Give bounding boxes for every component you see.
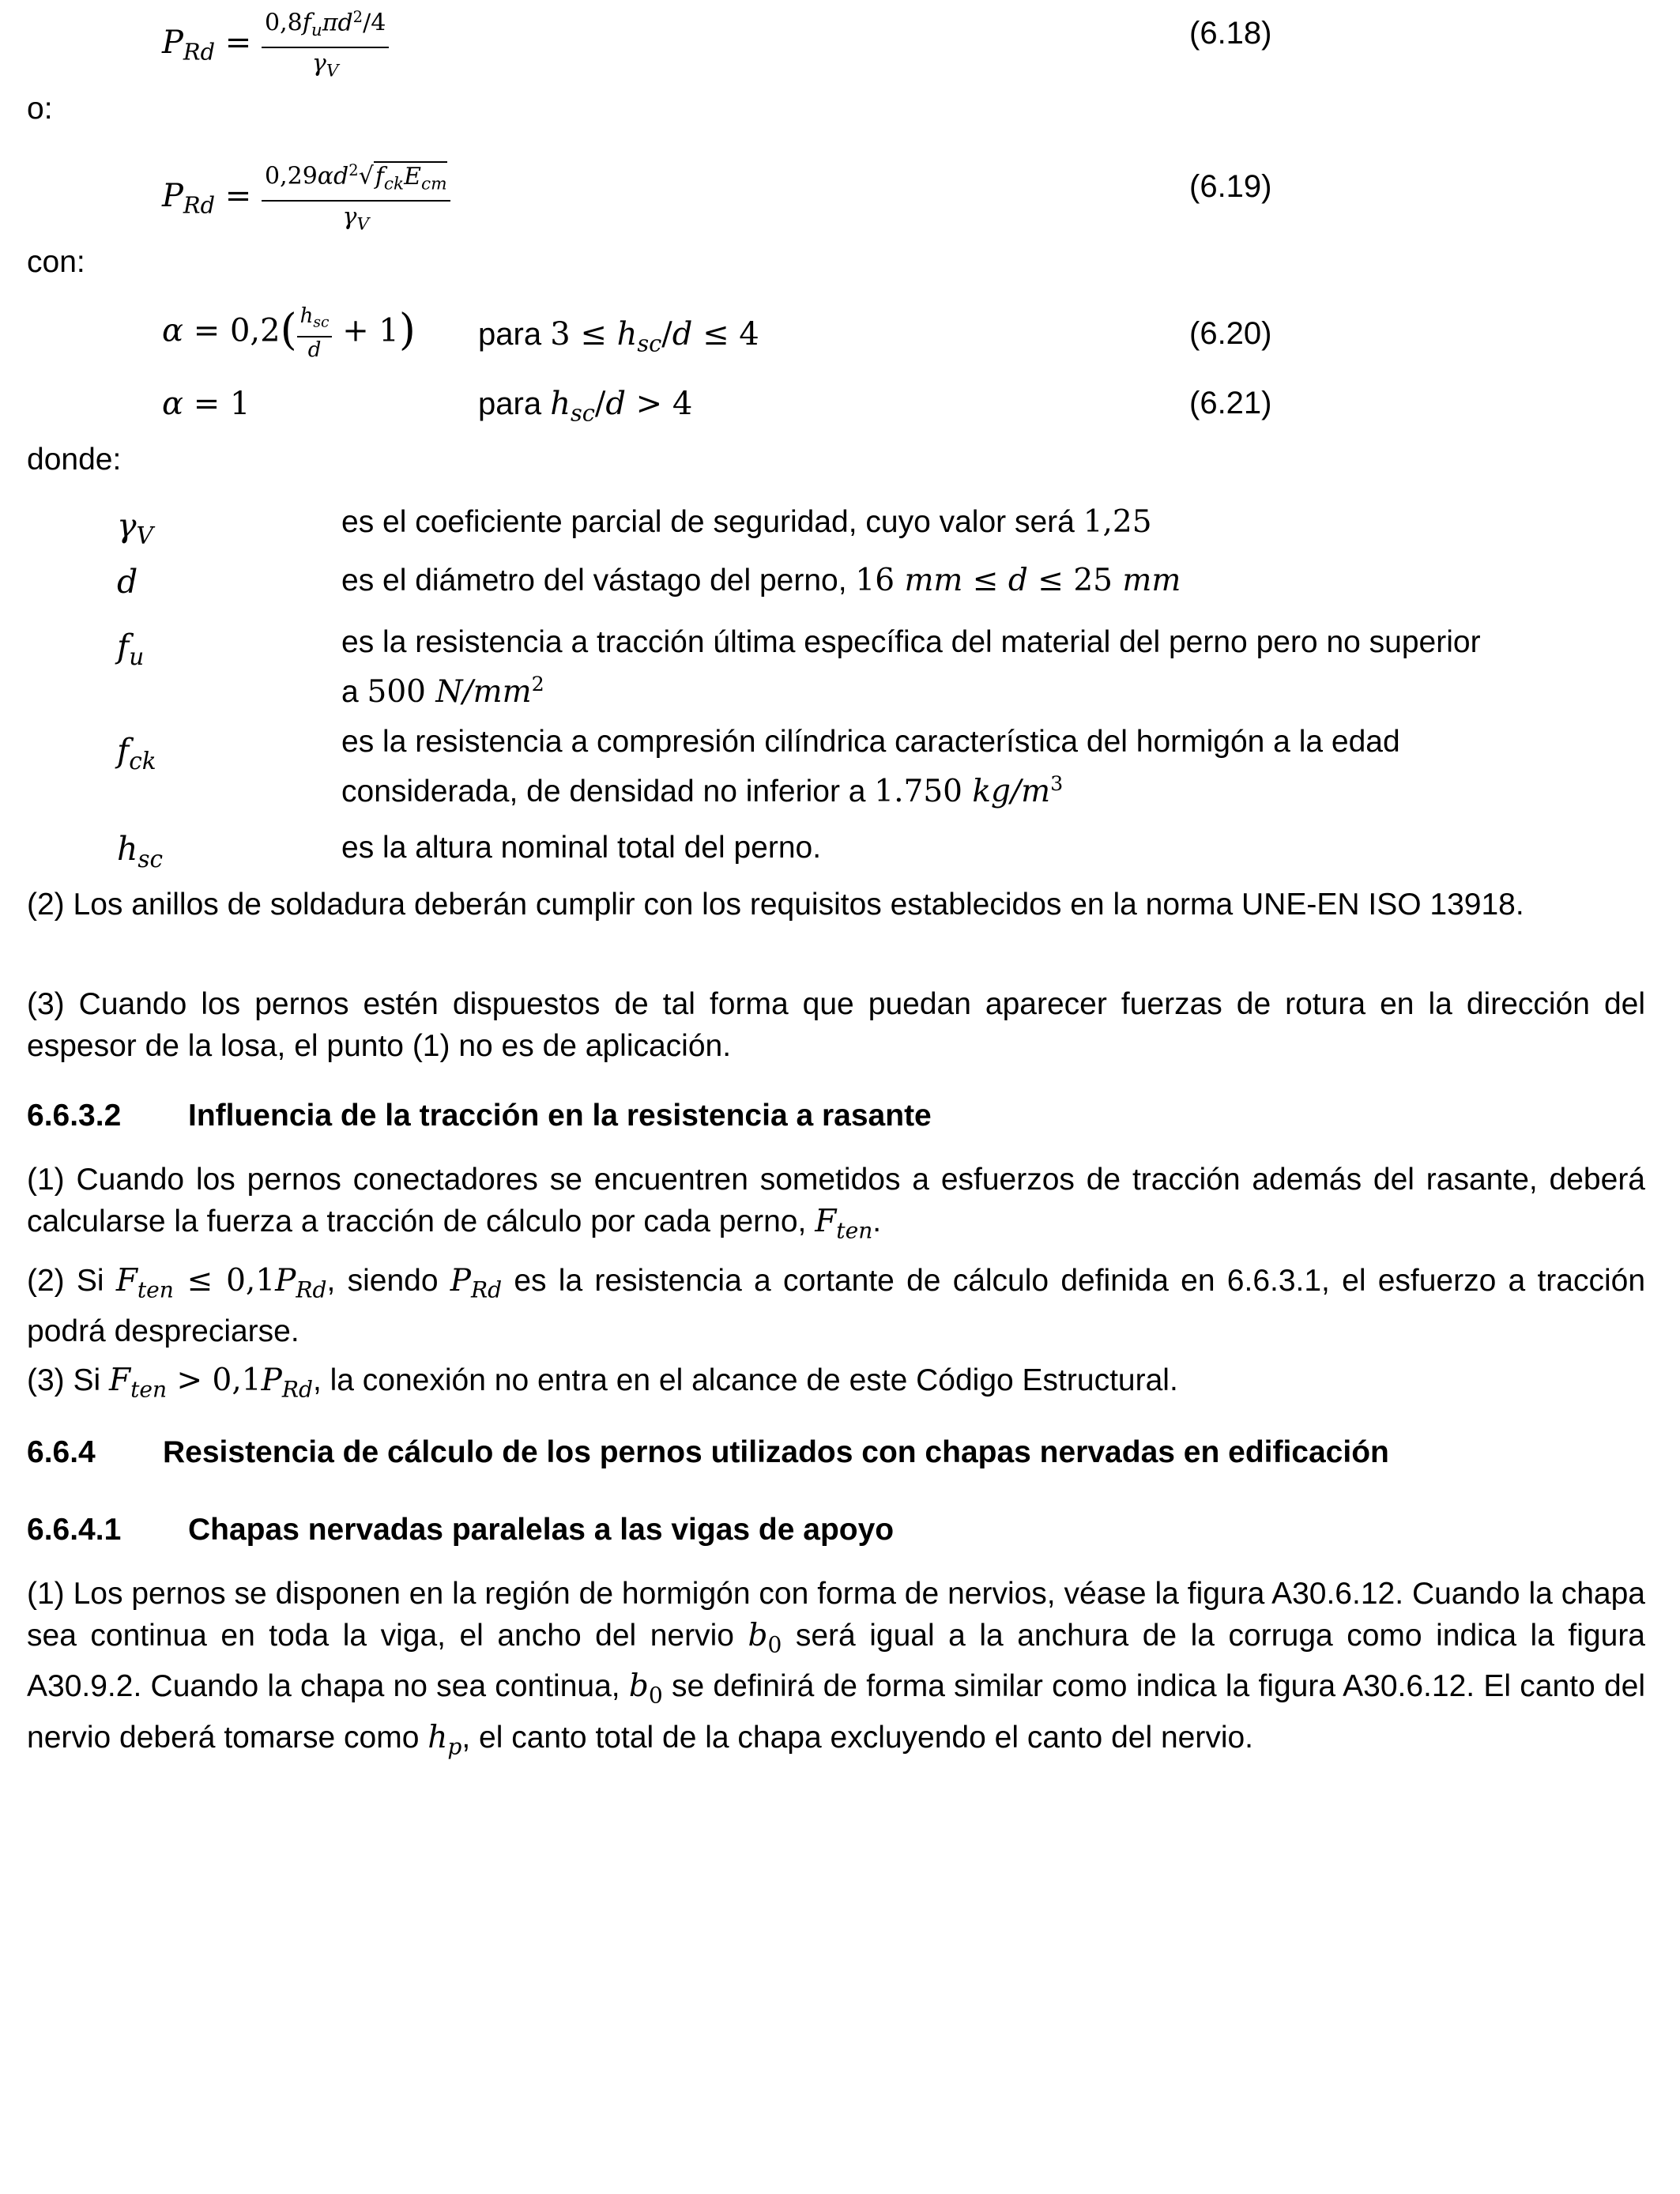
definition-d: es el diámetro del vástago del perno, 16 mm ≤ d ≤ 25 mm: [341, 563, 1181, 598]
paragraph-text: , el canto total de la chapa excluyendo el canto del nervio.: [461, 1720, 1254, 1755]
section-6-6-4-1-paragraph-1: (1) Los pernos se disponen en la región de hormigón con forma de nervios, véase la figura A30.6.12. Cuando la chapa sea continua en toda la viga, el ancho del nervio $b_0$ será igual a la anchura de la corruga como indica la figura A30.9.2. Cuando la chapa no sea continua, $b_0$ se definirá de forma similar como indica la figura A30.6.12. El canto del nervio deberá tomarse como $h_p$, el canto total de la chapa excluyendo el canto del nervio.: [27, 1577, 1645, 1760]
definition-value: 1,25: [1083, 504, 1152, 540]
equation-6-21-condition: para $h_{sc}/d > 4$: [478, 386, 693, 427]
definition-fu: es la resistencia a tracción última específica del material del perno pero no superior a 500 $N/mm^2$: [341, 625, 1481, 710]
equation-number-6-18: (6.18): [1189, 16, 1272, 51]
paragraph-2: (2) Los anillos de soldadura deberán cumplir con los requisitos establecidos en la norma UNE-EN ISO 13918.: [27, 888, 1524, 922]
connector-o: o:: [27, 92, 53, 126]
symbol-hsc: $h_{sc}$: [117, 830, 164, 873]
condition-label: para: [478, 317, 542, 352]
symbol-d: d: [117, 563, 138, 601]
section-number: 6.6.3.2: [27, 1099, 122, 1133]
definition-text: es el diámetro del vástago del perno,: [341, 564, 856, 598]
definition-hsc: [341, 827, 1645, 869]
section-heading-6-6-4-1: [27, 1513, 894, 1547]
paragraph-text: (1) Los pernos se disponen en la región de hormigón con forma de nervios, véase la figura A30.6.12. Cuando la chapa sea continua en toda la viga, el ancho del nervio: [27, 1577, 1645, 1653]
equation-6-18: $P_{Rd}$ = $\frac{0,8f_u\pi d^2/4}{\gamma_V}$: [162, 2, 389, 88]
paragraph-text: (1) Cuando los pernos conectadores se encuentren sometidos a esfuerzos de tracción además del rasante, deberá calcularse la fuerza a tracción de cálculo por cada perno,: [27, 1163, 1645, 1238]
symbol-fu: $f_u$: [117, 628, 145, 670]
equation-6-19: $P_{Rd}$ = $\frac{0,29\alpha d^2√f_{ck}E_{cm}}{\gamma_V}$: [162, 155, 450, 241]
paragraph-3: (3) Cuando los pernos estén dispuestos de tal forma que puedan aparecer fuerzas de rotura en la dirección del espesor de la losa, el punto (1) no es de aplicación.: [27, 987, 1645, 1063]
equation-number-6-20: (6.20): [1189, 316, 1272, 351]
definition-text: es la altura nominal total del perno.: [341, 831, 822, 865]
section-title: Resistencia de cálculo de los pernos utilizados con chapas nervadas en edificación: [163, 1435, 1389, 1469]
definition-text: es el coeficiente parcial de seguridad, cuyo valor será: [341, 505, 1083, 539]
definition-text-line1: es la resistencia a compresión cilíndrica característica del hormigón a la edad: [341, 725, 1400, 759]
paragraph-text: (2) Si: [27, 1264, 116, 1298]
connector-con: con:: [27, 245, 85, 279]
section-title: Chapas nervadas paralelas a las vigas de apoyo: [188, 1513, 895, 1547]
equation-6-20-condition: para $3 \le h_{sc}/d \le 4$: [478, 316, 759, 357]
definition-text-line2: a: [341, 674, 367, 709]
connector-donde: donde:: [27, 443, 122, 477]
equation-6-21: α = 1: [162, 386, 250, 422]
definition-gamma-v: [341, 501, 1645, 543]
equation-number-6-21: (6.21): [1189, 386, 1272, 420]
paragraph-text: es la resistencia a cortante de cálculo definida en 6.6.3.1, el esfuerzo a tracción podrá despreciarse.: [27, 1264, 1646, 1349]
paragraph-text: se definirá de forma similar como indica la figura A30.6.12. El canto del nervio deberá tomarse como: [27, 1669, 1645, 1755]
section-title: Influencia de la tracción en la resistencia a rasante: [188, 1099, 932, 1133]
section-heading-6-6-3-2: [27, 1099, 932, 1133]
definition-fck: es la resistencia a compresión cilíndrica característica del hormigón a la edad considerada, de densidad no inferior a 1.750 $kg/m^3$: [341, 725, 1400, 809]
equation-number-6-19: (6.19): [1189, 169, 1272, 204]
equation-6-20: α = 0,2( $\frac{h_{sc}}{d}$ + 1): [162, 304, 416, 362]
paragraph-text: (3) Si: [27, 1363, 110, 1397]
paragraph-text: , la conexión no entra en el alcance de este Código Estructural.: [312, 1363, 1178, 1397]
section-number: 6.6.4.1: [27, 1513, 122, 1547]
definition-text-line1: es la resistencia a tracción última específica del material del perno pero no superior: [341, 625, 1481, 659]
section-6-6-3-2-paragraph-1: (1) Cuando los pernos conectadores se encuentren sometidos a esfuerzos de tracción además del rasante, deberá calcularse la fuerza a tracción de cálculo por cada perno, $F_{ten}$.: [27, 1163, 1645, 1244]
paragraph-text: será igual a la anchura de la corruga como indica la figura A30.9.2. Cuando la chapa no sea continua,: [27, 1619, 1645, 1704]
symbol-gamma-v: $\gamma_V$: [117, 507, 153, 549]
section-6-6-3-2-paragraph-3: (3) Si $F_{ten} > 0,1P_{Rd}$, la conexión no entra en el alcance de este Código Estructural.: [27, 1363, 1178, 1403]
section-heading-6-6-4: [27, 1435, 1389, 1470]
section-6-6-3-2-paragraph-2: (2) Si $F_{ten} \le 0,1P_{Rd}$, siendo $P_{Rd}$ es la resistencia a cortante de cálculo definida en 6.6.3.1, el esfuerzo a tracción podrá despreciarse.: [27, 1263, 1646, 1349]
paragraph-text: , siendo: [326, 1264, 450, 1298]
condition-label: para: [478, 386, 542, 421]
section-number: 6.6.4: [27, 1435, 96, 1469]
symbol-fck: $f_{ck}$: [117, 732, 156, 775]
definition-text-line2: considerada, de densidad no inferior a: [341, 774, 875, 809]
